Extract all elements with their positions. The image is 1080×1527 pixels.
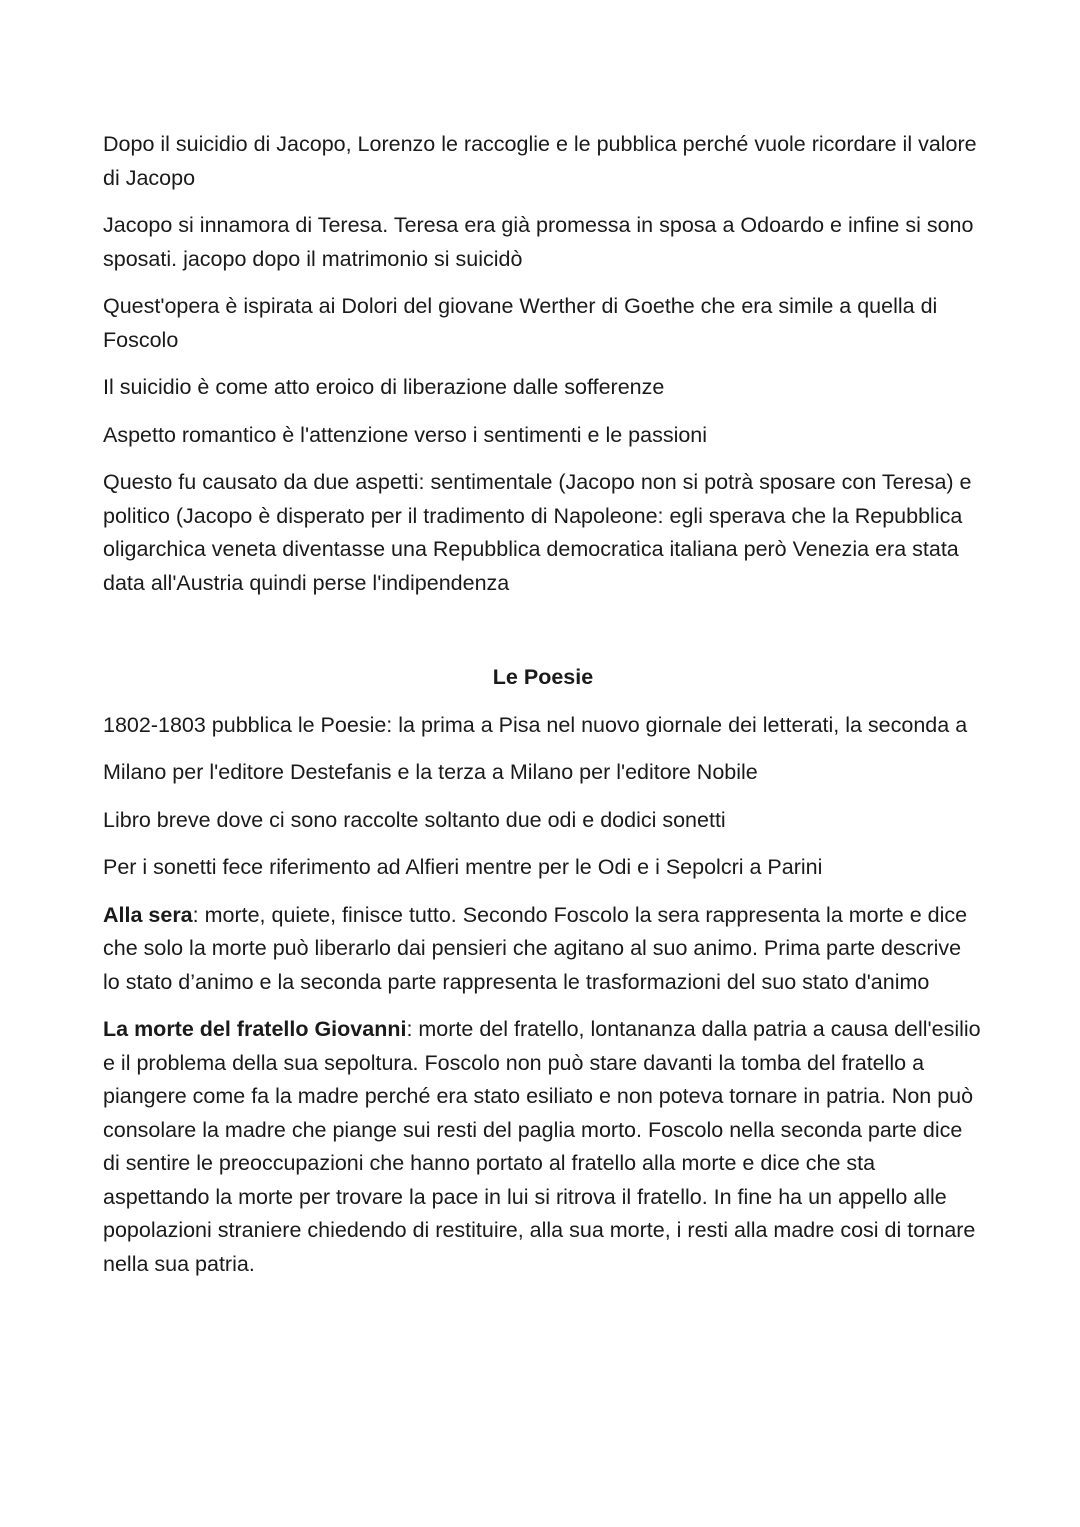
section-spacer	[103, 614, 983, 661]
alla-sera-text: : morte, quiete, finisce tutto. Secondo Foscolo la sera rappresenta la morte e dice che solo la morte può liberarlo dai pensieri che agitano al suo animo. Prima parte descrive lo stato d’animo e la seconda parte rappresenta le trasformazioni del suo stato d'animo	[103, 902, 968, 994]
paragraph-werther: Quest'opera è ispirata ai Dolori del giovane Werther di Goethe che era simile a quella di Foscolo	[103, 294, 938, 352]
morte-fratello-text: : morte del fratello, lontananza dalla patria a causa dell'esilio e il problema della sua sepoltura. Foscolo non può stare davanti la tomba del fratello a piangere come fa la madre perché era stato esiliato e non poteva tornare in patria. Non può consolare la madre che piange sui resti del paglia morto. Foscolo nella seconda parte dice di sentire le preoccupazioni che hanno portato al fratello alla morte e dice che sta aspettando la morte per trovare la pace in lui si ritrova il fratello. In fine ha un appello alle popolazioni straniere chiedendo di restituire, alla sua morte, i resti alla madre cosi di tornare nella sua patria.	[103, 1017, 981, 1276]
paragraph-suicidio-eroico: Il suicidio è come atto eroico di liberazione dalle sofferenze	[103, 375, 665, 399]
alla-sera-title: Alla sera	[103, 902, 193, 927]
paragraph-teresa: Jacopo si innamora di Teresa. Teresa era già promessa in sposa a Odoardo e infine si sono sposati. jacopo dopo il matrimonio si suicidò	[103, 213, 974, 271]
paragraph-raccolta-lettere: Dopo il suicidio di Jacopo, Lorenzo le raccoglie e le pubblica perché vuole ricordare il valore di Jacopo	[103, 132, 977, 190]
paragraph-libro-breve: Libro breve dove ci sono raccolte soltanto due odi e dodici sonetti	[103, 807, 726, 832]
paragraph-editori-milano: Milano per l'editore Destefanis e la terza a Milano per l'editore Nobile	[103, 760, 758, 784]
section-heading-le-poesie: Le Poesie	[492, 665, 594, 689]
paragraph-due-aspetti: Questo fu causato da due aspetti: sentimentale (Jacopo non si potrà sposare con Teresa) e politico (Jacopo è disperato per il tradimento di Napoleone: egli sperava che la Repubblica oligarchica veneta diventasse una Repubblica democratica italiana però Venezia era stata data all'Austria quindi perse l'indipendenza	[103, 470, 972, 595]
paragraph-pubblicazione: 1802-1803 pubblica le Poesie: la prima a Pisa nel nuovo giornale dei letterati, la seconda a	[103, 712, 968, 737]
paragraph-aspetto-romantico: Aspetto romantico è l'attenzione verso i sentimenti e le passioni	[103, 422, 708, 447]
morte-fratello-title: La morte del fratello Giovanni	[103, 1017, 407, 1041]
document-body	[103, 128, 983, 1295]
paragraph-alla-sera	[103, 899, 983, 1000]
paragraph-riferimenti: Per i sonetti fece riferimento ad Alfieri mentre per le Odi e i Sepolcri a Parini	[103, 855, 823, 879]
paragraph-morte-fratello	[103, 1013, 983, 1281]
